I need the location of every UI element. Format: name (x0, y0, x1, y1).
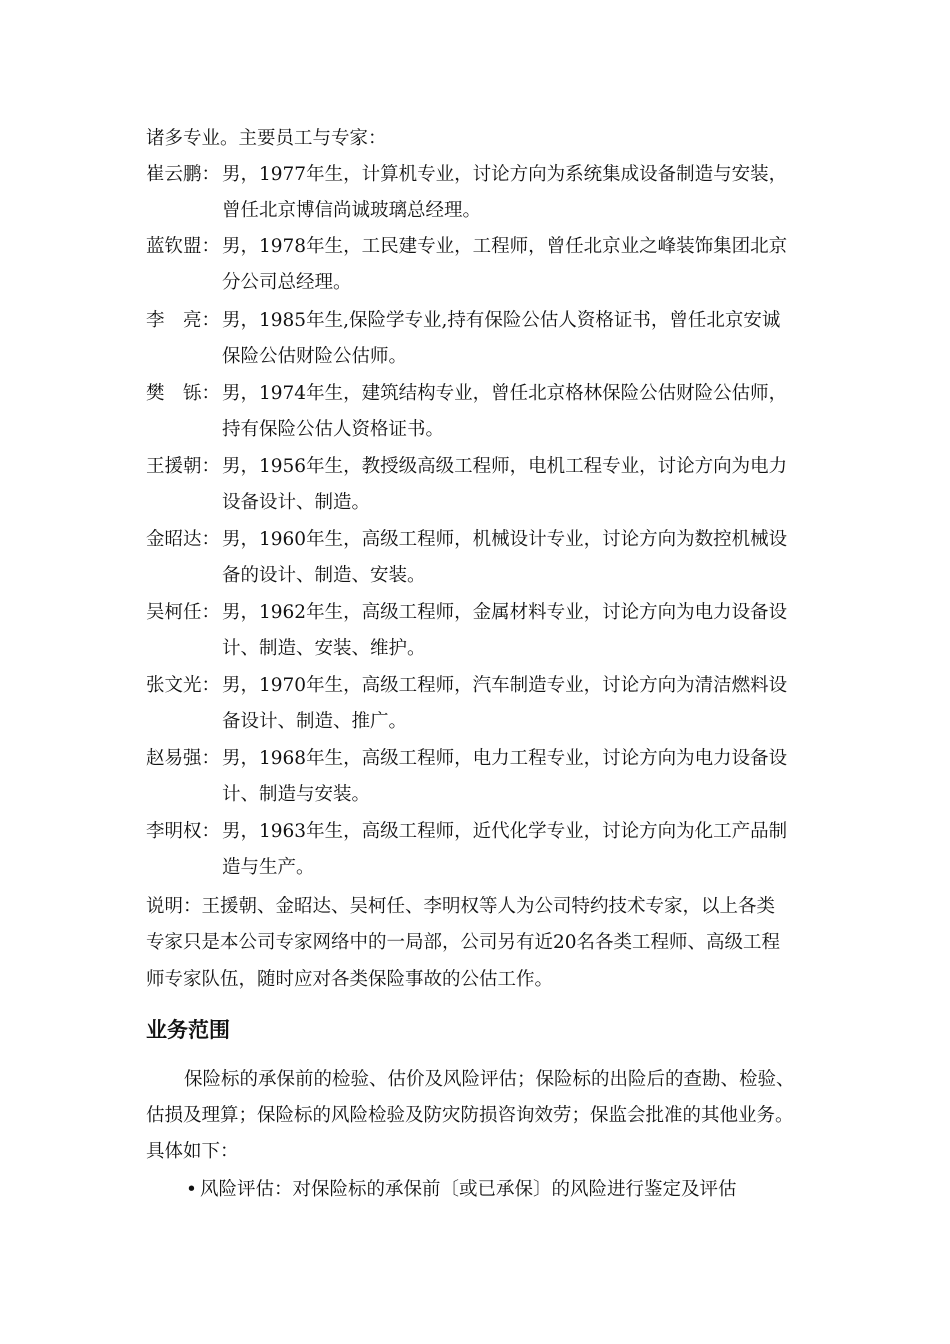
expert-desc-line: 男，1962年生，高级工程师，金属材料专业，讨论方向为电力设备设 (222, 602, 788, 623)
expert-name: 金昭达： (146, 529, 221, 550)
expert-desc-line: 男，1978年生，工民建专业，工程师，曾任北京业之峰装饰集团北京 (222, 236, 788, 257)
expert-desc-line: 男，1974年生，建筑结构专业，曾任北京格林保险公估财险公估师， (222, 383, 788, 404)
bullet-dot-icon: • (186, 1179, 197, 1200)
expert-name: 李 亮： (146, 310, 221, 331)
bullet-item (186, 1178, 737, 1202)
expert-desc-line: 造与生产。 (222, 857, 315, 878)
expert-name: 崔云鹏： (146, 164, 221, 185)
expert-desc-line: 男，1985年生,保险学专业,持有保险公估人资格证书，曾任北京安诚 (222, 310, 781, 331)
expert-desc-line: 备设计、制造、推广。 (222, 711, 408, 732)
expert-desc-line: 计、制造、安装、维护。 (222, 638, 426, 659)
scope-line: 具体如下： (146, 1141, 239, 1162)
expert-desc-line: 保险公估财险公估师。 (222, 346, 408, 367)
expert-desc-line: 设备设计、制造。 (222, 492, 371, 513)
section-heading: 业务范围 (146, 1018, 230, 1042)
expert-desc-line: 持有保险公估人资格证书。 (222, 419, 445, 440)
expert-desc-line: 男，1970年生，高级工程师，汽车制造专业，讨论方向为清洁燃料设 (222, 675, 788, 696)
expert-desc-line: 男，1968年生，高级工程师，电力工程专业，讨论方向为电力设备设 (222, 748, 788, 769)
expert-name: 蓝钦盟： (146, 236, 221, 257)
expert-desc-line: 男，1956年生，教授级高级工程师，电机工程专业，讨论方向为电力 (222, 456, 788, 477)
expert-desc-line: 男，1963年生，高级工程师，近代化学专业，讨论方向为化工产品制 (222, 821, 788, 842)
expert-desc-line: 男，1977年生，计算机专业，讨论方向为系统集成设备制造与安装， (222, 164, 788, 185)
expert-name: 吴柯任： (146, 602, 221, 623)
expert-name: 张文光： (146, 675, 221, 696)
expert-desc-line: 男，1960年生，高级工程师，机械设计专业，讨论方向为数控机械设 (222, 529, 788, 550)
expert-desc-line: 备的设计、制造、安装。 (222, 565, 426, 586)
expert-name: 樊 铄： (146, 383, 221, 404)
expert-desc-line: 曾任北京博信尚诚玻璃总经理。 (222, 200, 482, 221)
note-line: 师专家队伍，随时应对各类保险事故的公估工作。 (146, 969, 554, 990)
bullet-text: 风险评估：对保险标的承保前〔或已承保〕的风险进行鉴定及评估 (200, 1179, 737, 1200)
expert-name: 赵易强： (146, 748, 221, 769)
expert-name: 王援朝： (146, 456, 221, 477)
scope-line: 保险标的承保前的检验、估价及风险评估；保险标的出险后的查勘、检验、 (184, 1069, 795, 1090)
scope-line: 估损及理算；保险标的风险检验及防灾防损咨询效劳；保监会批准的其他业务。 (146, 1105, 794, 1126)
note-line: 说明：王援朝、金昭达、吴柯任、李明权等人为公司特约技术专家，以上各类 (146, 896, 776, 917)
note-line: 专家只是本公司专家网络中的一局部，公司另有近20名各类工程师、高级工程 (146, 932, 781, 953)
expert-name: 李明权： (146, 821, 221, 842)
expert-desc-line: 计、制造与安装。 (222, 784, 371, 805)
expert-desc-line: 分公司总经理。 (222, 272, 352, 293)
intro-line: 诸多专业。主要员工与专家： (146, 128, 387, 149)
